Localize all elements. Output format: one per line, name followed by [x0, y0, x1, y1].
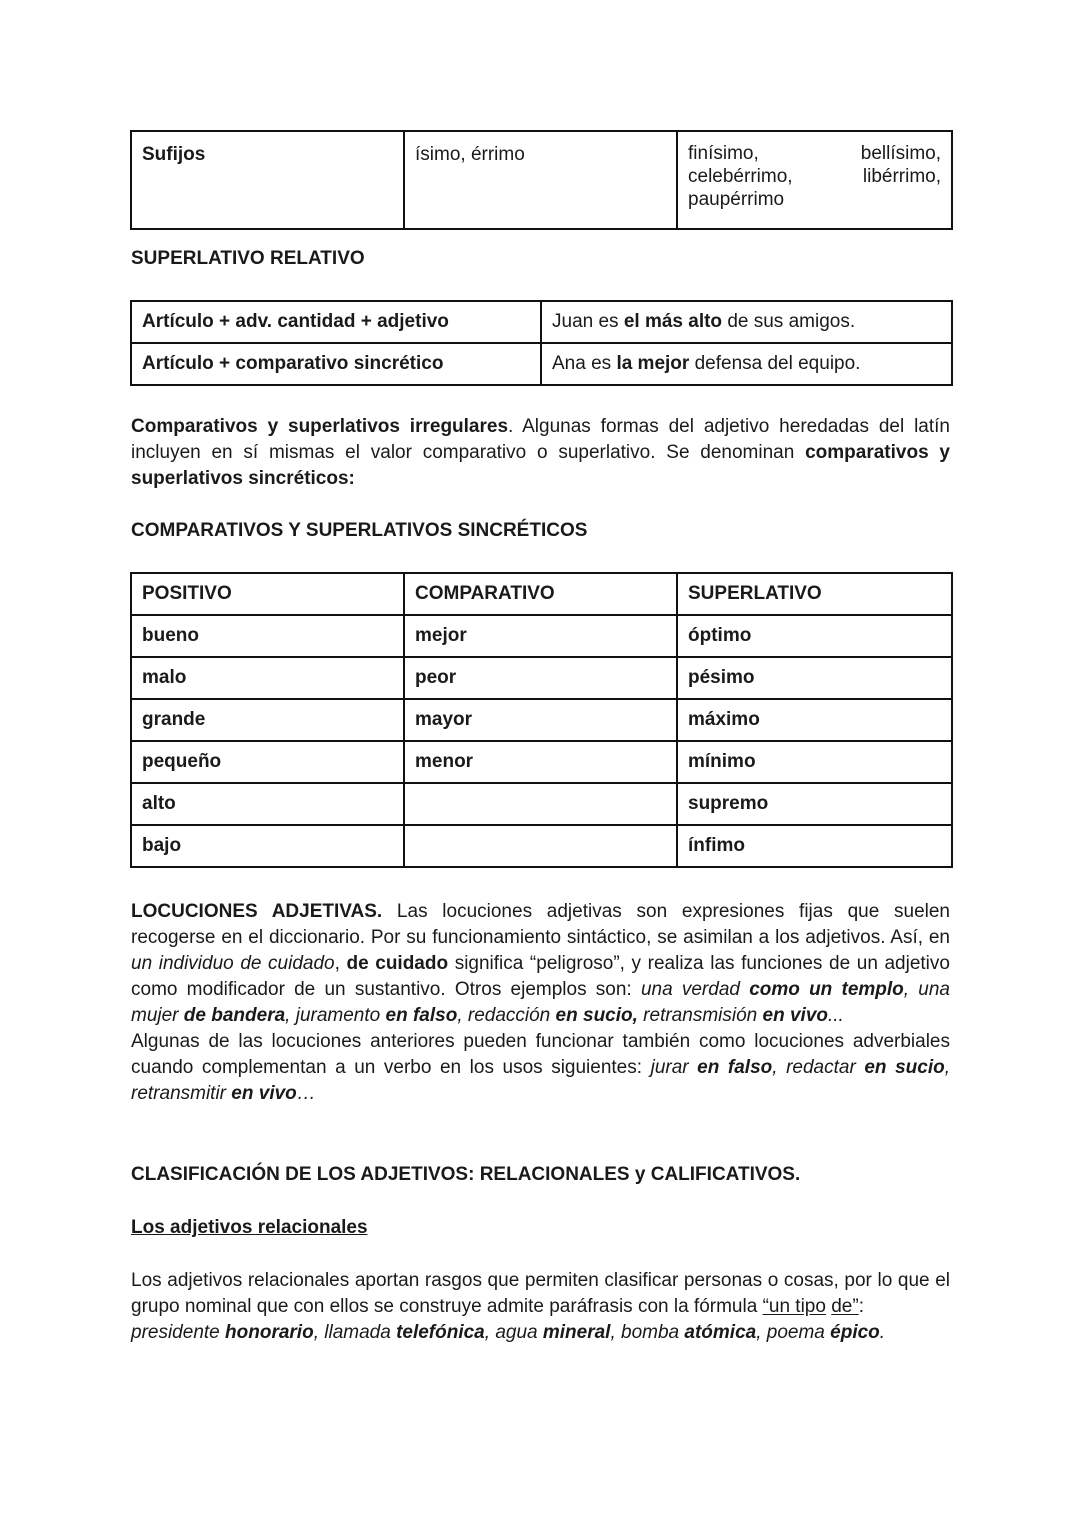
table-cell: mayor	[404, 699, 677, 741]
paragraph-text: Algunas de las locuciones anteriores pueden funcionar también como locuciones adverbiales cuando complementan a un verbo en los usos siguientes:	[131, 1031, 950, 1078]
clasificacion-heading: CLASIFICACIÓN DE LOS ADJETIVOS: RELACIONALES y CALIFICATIVOS.	[131, 1164, 801, 1185]
table-row	[131, 783, 952, 825]
example-text: Juan es	[552, 311, 624, 332]
section-title: LOCUCIONES ADJETIVAS.	[131, 901, 383, 922]
example-italic: , una mujer	[131, 979, 950, 1026]
table-cell	[404, 783, 677, 825]
column-header: COMPARATIVO	[404, 573, 677, 615]
table-cell: supremo	[677, 783, 952, 825]
example-bold-italic: honorario	[225, 1322, 314, 1343]
example-bold-italic: en vivo	[231, 1083, 297, 1104]
table-cell: alto	[131, 783, 404, 825]
example-italic: , redactar	[772, 1057, 865, 1078]
example-word	[861, 188, 941, 211]
example-cell	[541, 301, 952, 343]
example-bold-italic: mineral	[542, 1322, 611, 1343]
table-cell: pésimo	[677, 657, 952, 699]
example-word: paupérrimo	[688, 189, 785, 210]
term-bold: comparativos y superlativos sincréticos:	[131, 442, 950, 489]
suffix-label-cell: Sufijos	[131, 131, 404, 229]
example-italic: , agua	[484, 1322, 543, 1343]
example-italic: .	[879, 1322, 886, 1343]
superlativo-relativo-heading: SUPERLATIVO RELATIVO	[131, 248, 365, 269]
sincreticos-heading: COMPARATIVOS Y SUPERLATIVOS SINCRÉTICOS	[131, 520, 588, 541]
paragraph-text: significa “peligroso”, y realiza las funciones de un adjetivo como modificador de un sustantivo. Otros ejemplos son:	[131, 953, 950, 1000]
table-cell: bueno	[131, 615, 404, 657]
example-word: celebérrimo,	[688, 166, 793, 187]
example-bold: de cuidado	[346, 953, 449, 974]
example-italic: jurar	[650, 1057, 698, 1078]
table-row	[131, 615, 952, 657]
example-bold-italic: en falso	[697, 1057, 773, 1078]
table-cell: pequeño	[131, 741, 404, 783]
paragraph-text: :	[858, 1296, 864, 1317]
structure-cell: Artículo + comparativo sincrético	[131, 343, 541, 385]
example-italic: , retransmitir	[131, 1057, 950, 1104]
example-bold-italic: en vivo	[762, 1005, 828, 1026]
example-text: de sus amigos.	[722, 311, 856, 332]
superlativo-relativo-table	[130, 300, 953, 386]
table-cell: ínfimo	[677, 825, 952, 867]
example-text: Ana es	[552, 353, 617, 374]
table-cell: peor	[404, 657, 677, 699]
example-italic: , bomba	[610, 1322, 685, 1343]
irregulares-paragraph	[131, 414, 950, 492]
table-row	[131, 131, 952, 229]
example-italic: una verdad	[640, 979, 750, 1000]
table-cell: malo	[131, 657, 404, 699]
example-italic: presidente	[131, 1322, 226, 1343]
paragraph-text: Las locuciones adjetivas son expresiones fijas que suelen recogerse en el diccionario. Por su funcionamiento sintáctico, se asimilan a los adjetivos. Así, en	[131, 901, 950, 948]
column-header: POSITIVO	[131, 573, 404, 615]
example-bold: el más alto	[623, 311, 723, 332]
example-italic: , redacción	[457, 1005, 556, 1026]
example-italic: …	[296, 1083, 316, 1104]
table-cell: mínimo	[677, 741, 952, 783]
example-bold-italic: telefónica	[396, 1322, 485, 1343]
suffix-examples-cell	[677, 131, 952, 229]
example-word: bellísimo,	[860, 143, 941, 164]
table-cell: bajo	[131, 825, 404, 867]
table-row	[131, 301, 952, 343]
example-italic: , llamada	[313, 1322, 397, 1343]
paragraph-text: Los adjetivos relacionales aportan rasgos que permiten clasificar personas o cosas, por lo que el grupo nominal que con ellos se construye admite paráfrasis con la fórmula	[131, 1270, 950, 1317]
table-row	[131, 343, 952, 385]
example-bold-italic: en sucio,	[555, 1005, 638, 1026]
table-row	[131, 699, 952, 741]
relacionales-heading: Los adjetivos relacionales	[131, 1217, 368, 1238]
table-cell: grande	[131, 699, 404, 741]
example-bold-italic: atómica	[684, 1322, 757, 1343]
column-header: SUPERLATIVO	[677, 573, 952, 615]
table-cell: mejor	[404, 615, 677, 657]
example-bold-italic: como un templo	[749, 979, 904, 1000]
example-bold-italic: de bandera	[183, 1005, 286, 1026]
example-italic: , poema	[756, 1322, 831, 1343]
suffix-table	[130, 130, 953, 230]
example-bold-italic: épico	[830, 1322, 880, 1343]
example-bold-italic: en falso	[385, 1005, 458, 1026]
example-italic: retransmisión	[637, 1005, 763, 1026]
suffix-values-cell: ísimo, érrimo	[404, 131, 677, 229]
structure-cell: Artículo + adv. cantidad + adjetivo	[131, 301, 541, 343]
table-row	[131, 741, 952, 783]
table-cell: menor	[404, 741, 677, 783]
table-row	[131, 825, 952, 867]
formula-underlined: de”	[831, 1296, 859, 1317]
example-italic: , juramento	[285, 1005, 386, 1026]
example-word: finísimo,	[688, 143, 759, 164]
table-cell	[404, 825, 677, 867]
paragraph-text: ,	[334, 953, 347, 974]
table-row	[131, 657, 952, 699]
term-bold: Comparativos y superlativos irregulares	[131, 416, 509, 437]
sincreticos-table	[130, 572, 953, 868]
table-cell: máximo	[677, 699, 952, 741]
table-header-row	[131, 573, 952, 615]
example-bold: la mejor	[616, 353, 690, 374]
relacionales-paragraph	[131, 1268, 950, 1346]
table-cell: óptimo	[677, 615, 952, 657]
example-cell	[541, 343, 952, 385]
example-italic: ...	[828, 1005, 844, 1026]
example-word: libérrimo,	[862, 166, 941, 187]
paragraph-text: . Algunas formas del adjetivo heredadas del latín incluyen en sí mismas el valor comparativo o superlativo. Se denominan	[131, 416, 950, 463]
formula-underlined: “un tipo	[762, 1296, 826, 1317]
example-bold-italic: en sucio	[864, 1057, 945, 1078]
locuciones-paragraph	[131, 899, 950, 1107]
example-italic: un individuo de cuidado	[131, 953, 335, 974]
example-text: defensa del equipo.	[689, 353, 861, 374]
